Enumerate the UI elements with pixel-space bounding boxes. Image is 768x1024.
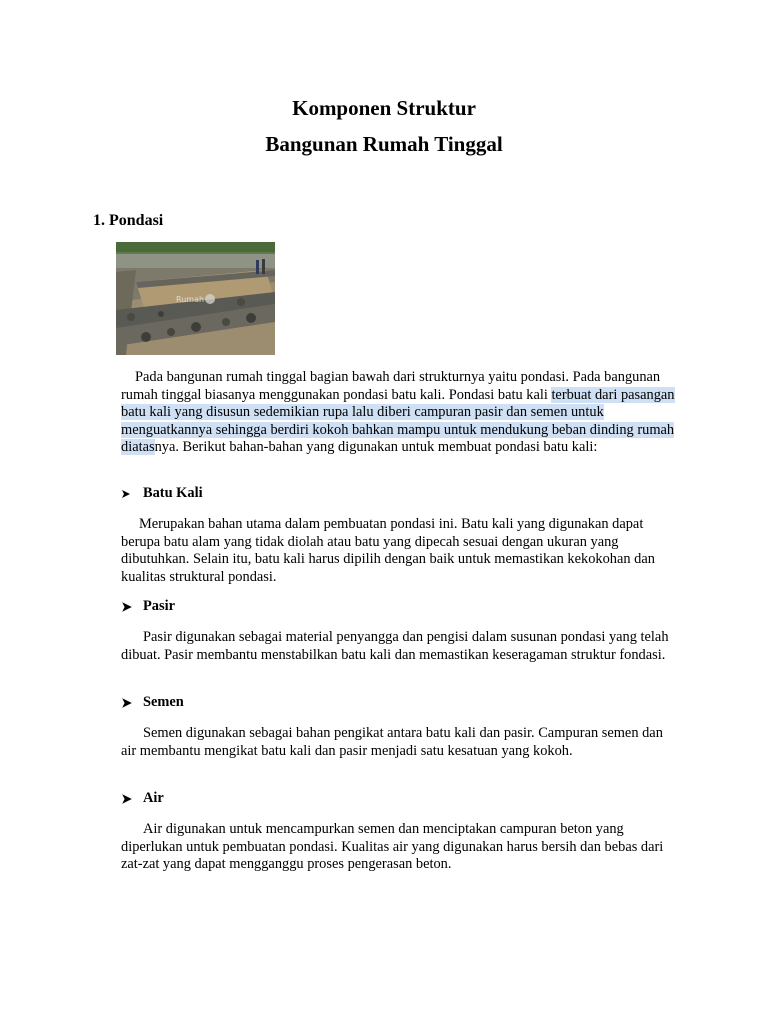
document-title: Komponen Struktur bbox=[292, 96, 476, 120]
arrow-bullet-icon bbox=[121, 697, 143, 709]
material-name: Semen bbox=[143, 694, 184, 710]
material-heading-batu-kali bbox=[121, 485, 203, 502]
material-name: Batu Kali bbox=[143, 485, 203, 501]
intro-text-part2: nya. Berikut bahan-bahan yang digunakan untuk membuat pondasi batu kali: bbox=[154, 439, 598, 455]
section-heading-pondasi: 1. Pondasi bbox=[93, 212, 164, 229]
material-name: Air bbox=[143, 790, 164, 806]
highlighted-text: terbuat dari pasangan batu kali yang disusun sedemikian rupa lalu diberi campuran pasir dan semen untuk menguatkannya sehingga berdiri kokoh bahkan mampu untuk mendukung beban dinding rumah diatas bbox=[121, 386, 675, 455]
material-heading-semen bbox=[121, 694, 184, 711]
material-description-pasir: Pasir digunakan sebagai material penyangga dan pengisi dalam susunan pondasi yang telah dibuat. Pasir membantu menstabilkan batu kali dan memastikan keseragaman struktur fondasi. bbox=[121, 629, 669, 663]
intro-paragraph bbox=[121, 369, 676, 457]
material-description-batu-kali: Merupakan bahan utama dalam pembuatan pondasi ini. Batu kali yang digunakan dapat berupa batu alam yang tidak diolah atau batu yang dipecah sesuai dengan ukuran yang dibutuhkan. Selain itu, batu kali harus dipilih dengan baik untuk memastikan kekokohan dan kualitas struktural pondasi. bbox=[121, 516, 655, 585]
arrow-bullet-icon bbox=[121, 489, 143, 499]
arrow-bullet-icon bbox=[121, 601, 143, 613]
material-description-air: Air digunakan untuk mencampurkan semen dan menciptakan campuran beton yang diperlukan untuk pembuatan pondasi. Kualitas air yang digunakan harus bersih dan bebas dari zat-zat yang dapat mengganggu proses pengerasan beton. bbox=[121, 821, 664, 872]
arrow-bullet-icon bbox=[121, 793, 143, 805]
material-name: Pasir bbox=[143, 598, 175, 614]
material-description-semen: Semen digunakan sebagai bahan pengikat antara batu kali dan pasir. Campuran semen dan air membantu mengikat batu kali dan pasir menjadi satu kesatuan yang kokoh. bbox=[121, 725, 663, 759]
foundation-photo bbox=[116, 242, 275, 355]
material-heading-pasir bbox=[121, 598, 175, 615]
photo-watermark: Rumah bbox=[176, 295, 205, 304]
material-heading-air bbox=[121, 790, 164, 807]
intro-text-part1: Pada bangunan rumah tinggal bagian bawah dari strukturnya yaitu pondasi. Pada bangunan rumah tinggal biasanya menggunakan pondasi batu kali. Pondasi batu kali bbox=[121, 369, 661, 403]
document-subtitle: Bangunan Rumah Tinggal bbox=[265, 132, 503, 156]
